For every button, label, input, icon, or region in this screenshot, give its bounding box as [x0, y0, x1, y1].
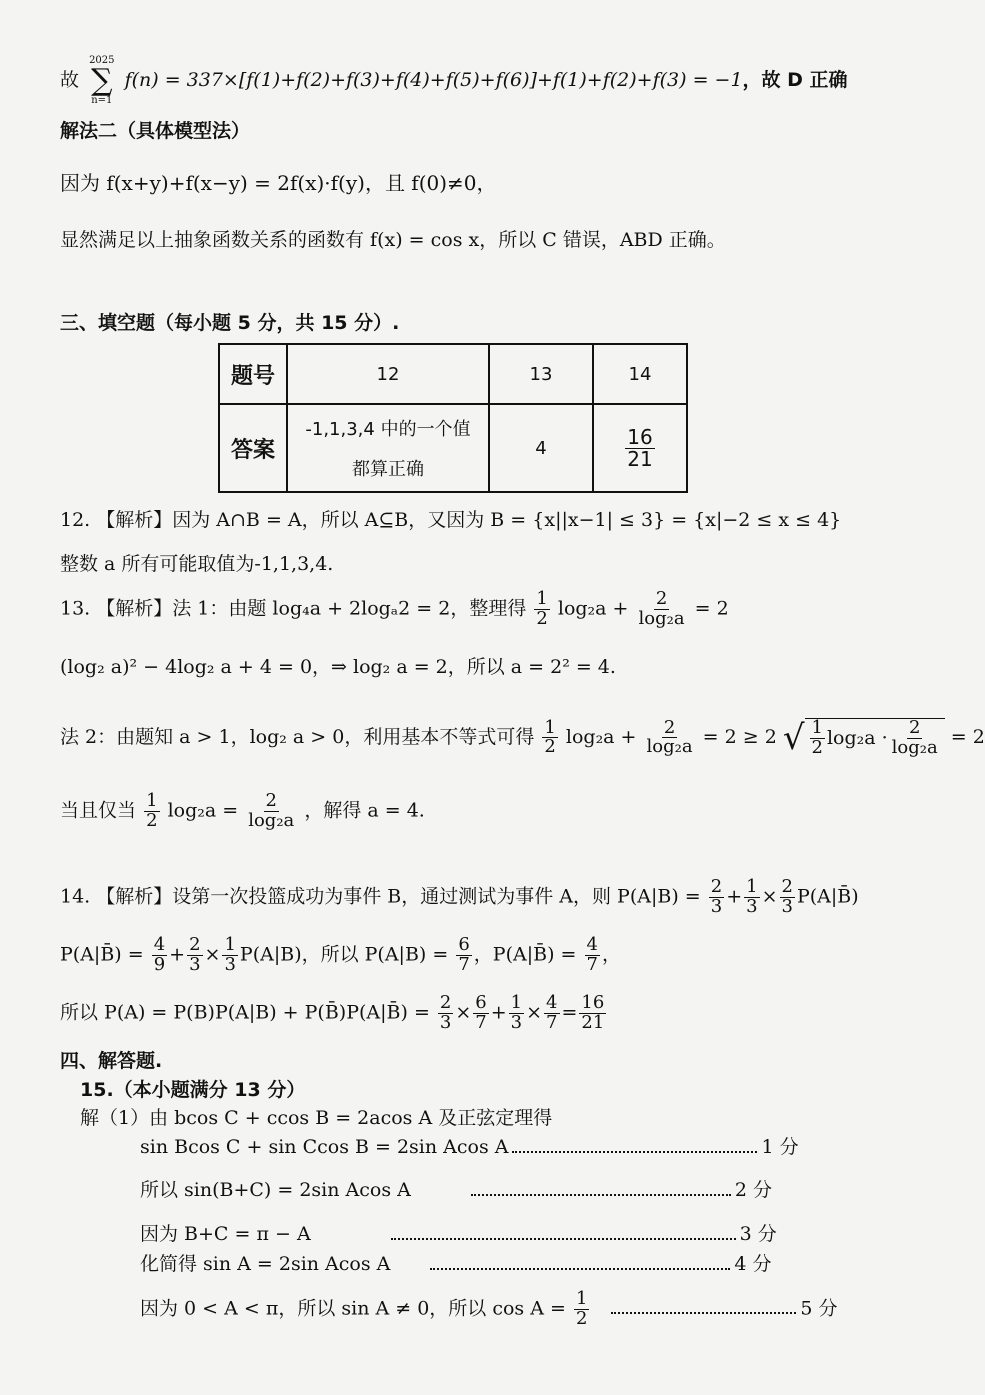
- table-row: [219, 404, 687, 492]
- section-answer-heading: 四、解答题.: [60, 1050, 163, 1072]
- text-segment: P(A|B̄): [796, 885, 859, 908]
- cos-model-line: 显然满足以上抽象函数关系的函数有 f(x) = cos x，所以 C 错误，ABD 正确。: [60, 229, 726, 251]
- q15-step-intro: 解（1）由 bcos C + ccos B = 2acos A 及正弦定理得: [80, 1107, 553, 1129]
- denominator: 21: [627, 446, 653, 471]
- denominator: log₂a: [646, 736, 693, 758]
- denominator: 3: [710, 895, 723, 917]
- fraction: [438, 994, 453, 1033]
- numerator: 2: [710, 876, 723, 897]
- q15-step: [140, 1252, 772, 1277]
- numerator: 1: [536, 588, 548, 609]
- table-cell: 12: [287, 344, 489, 404]
- denominator: log₂a: [638, 607, 685, 629]
- text-segment: = 2 ≥ 2: [702, 725, 777, 748]
- denominator: 3: [189, 953, 201, 975]
- fraction: [574, 1290, 589, 1329]
- text-segment: log₂a +: [557, 597, 629, 620]
- dotted-leader: [430, 1268, 730, 1270]
- numerator: 2: [265, 790, 277, 811]
- denominator: 9: [153, 953, 166, 975]
- denominator: log₂a: [891, 736, 938, 758]
- numerator: 2: [781, 876, 793, 897]
- step-points: 2 分: [734, 1179, 772, 1201]
- denominator: 3: [746, 895, 758, 917]
- denominator: 3: [781, 895, 793, 917]
- step-text: 化简得 sin A = 2sin Acos A: [140, 1253, 391, 1275]
- fraction: [152, 936, 167, 975]
- step-text: sin Bcos C + sin Ccos B = 2sin Acos A: [140, 1136, 509, 1158]
- fraction: [709, 878, 724, 917]
- sum-upper-limit: 2025: [89, 55, 115, 66]
- q15-title: 15.（本小题满分 13 分）: [80, 1079, 306, 1101]
- functional-equation-line: 因为 f(x+y)+f(x−y) = 2f(x)·f(y)，且 f(0)≠0，: [60, 171, 497, 195]
- summation-symbol: [89, 56, 114, 106]
- sum-conclusion: ，故 D 正确: [742, 69, 848, 91]
- numerator: 1: [575, 1288, 588, 1309]
- q12-solution-line: 整数 a 所有可能取值为-1,1,3,4.: [60, 553, 334, 575]
- denominator: 3: [510, 1011, 523, 1033]
- text-segment: P(A|B̄) =: [60, 943, 144, 966]
- step-text: 因为 0 < A < π，所以 sin A ≠ 0，所以 cos A =: [140, 1297, 566, 1320]
- text-segment: 法 2：由题知 a > 1，log₂ a > 0，利用基本不等式可得: [60, 725, 535, 748]
- q15-step: [140, 1135, 799, 1160]
- text-segment: log₂a =: [167, 799, 239, 822]
- step-points: 3 分: [739, 1223, 777, 1245]
- sum-expression: f(n) = 337×[f(1)+f(2)+f(3)+f(4)+f(5)+f(6)]+f(1)+f(2)+f(3) = −1: [124, 69, 743, 91]
- step-points: 1 分: [761, 1136, 799, 1158]
- numerator: 2: [439, 992, 452, 1013]
- text-segment: +: [169, 943, 186, 966]
- sum-lower-limit: n=1: [91, 95, 113, 106]
- fraction: [246, 792, 296, 831]
- fraction: [542, 716, 557, 758]
- fraction: [222, 936, 237, 975]
- dotted-leader: [391, 1238, 736, 1240]
- fraction: [473, 994, 488, 1033]
- q13-method1-line: (log₂ a)² − 4log₂ a + 4 = 0，⇒ log₂ a = 2，所以 a = 2² = 4.: [60, 656, 616, 678]
- q15-step: [140, 1222, 777, 1247]
- numerator: 1: [146, 790, 158, 811]
- q12-solution-line: 12. 【解析】因为 A∩B = A，所以 A⊆B，又因为 B = {x||x−1| ≤ 3} = {x|−2 ≤ x ≤ 4}: [60, 509, 842, 531]
- text-segment: 当且仅当: [60, 799, 137, 822]
- q14-solution-line: [60, 936, 621, 975]
- fraction: [187, 936, 202, 975]
- numerator: 1: [544, 716, 556, 738]
- fraction: [637, 590, 687, 629]
- q15-step: [140, 1178, 772, 1203]
- dotted-leader: [512, 1151, 757, 1153]
- table-cell: 14: [593, 344, 687, 404]
- text-segment: +: [490, 1001, 507, 1024]
- numerator: 4: [546, 992, 558, 1013]
- step-text: 所以 sin(B+C) = 2sin Acos A: [140, 1179, 411, 1201]
- q12-answer-note: 都算正确: [352, 459, 424, 480]
- text-segment: log₂a +: [565, 725, 637, 748]
- fraction: [810, 719, 825, 758]
- method-two-heading: 解法二（具体模型法）: [60, 120, 251, 142]
- q14-solution-line: [60, 994, 608, 1033]
- numerator: 16: [581, 992, 605, 1013]
- table-header-cell: 题号: [219, 344, 287, 404]
- q14-solution-line: [60, 878, 859, 917]
- numerator: 2: [189, 934, 201, 955]
- q13-method2-line: [60, 718, 985, 758]
- text-segment: = 2: [950, 725, 985, 748]
- q13-answer-cell: 4: [489, 404, 593, 492]
- text-segment: ，: [601, 943, 621, 966]
- denominator: 2: [575, 1307, 588, 1329]
- step-points: 4 分: [734, 1253, 772, 1275]
- denominator: log₂a: [248, 809, 295, 831]
- denominator: 2: [811, 736, 823, 758]
- text-segment: ×: [761, 885, 778, 908]
- text-segment: ×: [455, 1001, 472, 1024]
- numerator: 6: [475, 992, 487, 1013]
- text-segment: ，P(A|B̄) =: [473, 943, 577, 966]
- numerator: 2: [908, 717, 921, 738]
- fraction: [780, 878, 795, 917]
- fraction: [579, 994, 606, 1033]
- text-segment: P(A|B)，所以 P(A|B) =: [239, 943, 449, 966]
- section-fill-in-heading: 三、填空题（每小题 5 分，共 15 分）.: [60, 312, 400, 334]
- line-sum-result: [60, 56, 848, 106]
- q12-answer-line: -1,1,3,4 中的一个值: [305, 419, 471, 440]
- radical-sign: √: [782, 717, 805, 758]
- q12-answer-cell: [287, 404, 489, 492]
- q13-method1-line: [60, 590, 729, 629]
- fraction: [890, 719, 940, 758]
- square-root: [783, 718, 945, 758]
- text-segment: ×: [204, 943, 221, 966]
- denominator: 3: [224, 953, 236, 975]
- numerator: 2: [655, 588, 668, 609]
- denominator: 7: [458, 953, 470, 975]
- denominator: 7: [475, 1011, 487, 1033]
- numerator: 4: [586, 934, 598, 955]
- text-prefix: 故: [60, 69, 80, 91]
- dotted-leader: [611, 1312, 796, 1314]
- text-segment: +: [726, 885, 743, 908]
- text-segment: = 2: [694, 597, 729, 620]
- fraction: [456, 936, 471, 975]
- radicand: [805, 718, 945, 758]
- denominator: 2: [544, 736, 556, 758]
- fraction: [144, 792, 159, 831]
- numerator: 1: [746, 876, 758, 897]
- numerator: 4: [153, 934, 166, 955]
- denominator: 3: [439, 1011, 452, 1033]
- denominator: 2: [536, 607, 548, 629]
- q13-equality-line: [60, 792, 425, 831]
- text-segment: 14. 【解析】设第一次投篮成功为事件 B，通过测试为事件 A，则 P(A|B) =: [60, 885, 701, 908]
- fraction: [585, 936, 600, 975]
- fraction: [625, 424, 654, 471]
- fraction: [544, 994, 559, 1033]
- numerator: 1: [224, 934, 236, 955]
- text-segment: 13. 【解析】法 1：由题 log₄a + 2logₐ2 = 2，整理得: [60, 597, 527, 620]
- numerator: 1: [510, 992, 523, 1013]
- denominator: 7: [586, 953, 598, 975]
- denominator: 21: [581, 1011, 605, 1033]
- text-segment: =: [561, 1001, 578, 1024]
- fraction: [534, 590, 549, 629]
- dotted-leader: [471, 1194, 731, 1196]
- denominator: 7: [546, 1011, 558, 1033]
- answer-table: [218, 343, 688, 493]
- q15-step: [140, 1290, 838, 1329]
- numerator: 16: [627, 424, 653, 449]
- fraction: [744, 878, 759, 917]
- text-segment: ×: [526, 1001, 543, 1024]
- step-text: 因为 B+C = π − A: [140, 1223, 311, 1245]
- table-row: [219, 344, 687, 404]
- denominator: 2: [146, 809, 158, 831]
- text-segment: ，解得 a = 4.: [304, 799, 425, 822]
- q14-answer-cell: [593, 404, 687, 492]
- table-header-cell: 答案: [219, 404, 287, 492]
- fraction: [645, 716, 695, 758]
- numerator: 6: [458, 934, 470, 955]
- table-cell: 13: [489, 344, 593, 404]
- text-segment: 所以 P(A) = P(B)P(A|B) + P(B̄)P(A|B̄) =: [60, 1001, 430, 1024]
- text-segment: log₂a ·: [826, 727, 888, 750]
- sum-sign: ∑: [91, 63, 113, 98]
- step-points: 5 分: [800, 1297, 838, 1320]
- numerator: 1: [811, 717, 823, 738]
- numerator: 2: [663, 716, 676, 738]
- fraction: [509, 994, 524, 1033]
